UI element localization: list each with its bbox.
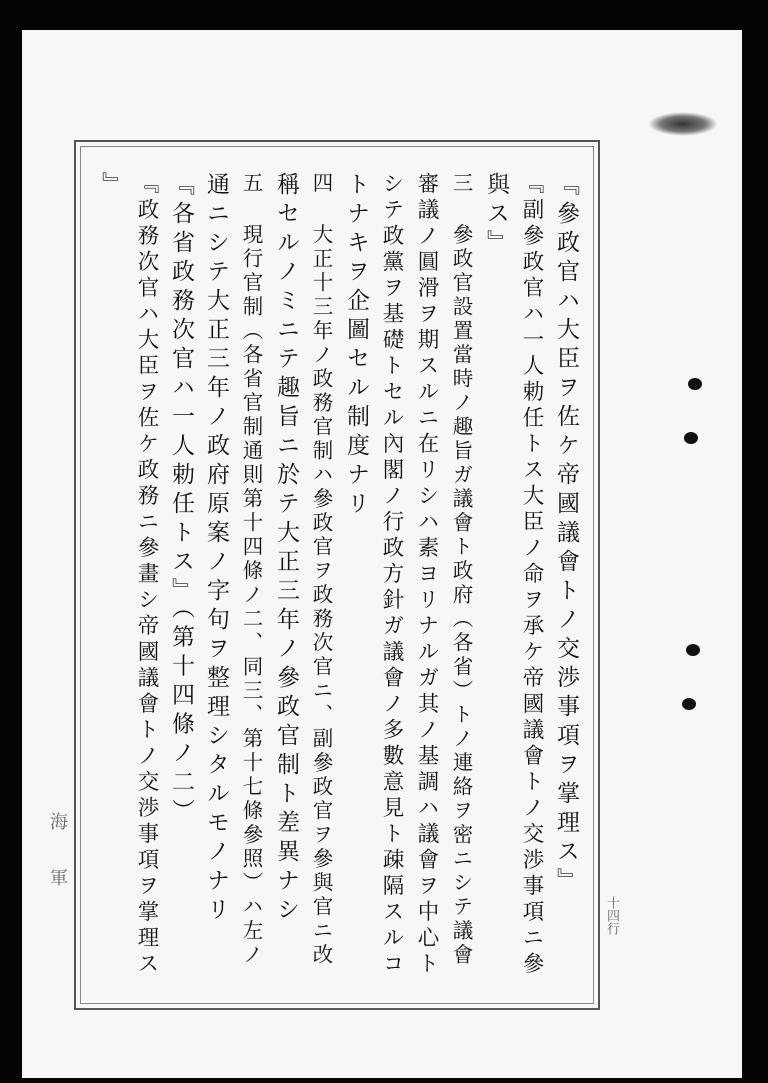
text-column-9: 稱セルノミニテ趣旨ニ於テ大正三年ノ參政官制ト差異ナシ	[273, 172, 299, 926]
text-column-7: トナキヲ企圖セル制度ナリ	[343, 172, 369, 520]
left-margin-note: 海軍	[47, 812, 68, 924]
text-frame	[74, 140, 600, 1010]
text-column-3: 與ス』	[483, 172, 509, 259]
text-column-8: 四 大正十三年ノ政務官制ハ參政官ヲ政務次官ニ、副參政官ヲ參與官ニ改	[309, 172, 333, 968]
punch-hole	[688, 378, 702, 390]
text-column-6: シテ政黨ヲ基礎トセル內閣ノ行政方針ガ議會ノ多數意見ト疎隔スルコ	[379, 172, 404, 978]
text-column-1: 『參政官ハ大臣ヲ佐ケ帝國議會トノ交渉事項ヲ掌理ス』	[553, 172, 579, 897]
text-column-13: 『政務次官ハ大臣ヲ佐ケ政務ニ參畫シ帝國議會トノ交渉事項ヲ掌理ス	[134, 172, 159, 978]
text-column-2: 『副參政官ハ一人勅任トス大臣ノ命ヲ承ケ帝國議會トノ交渉事項ニ參	[519, 172, 544, 978]
text-column-10: 五 現行官制（各省官制通則第十四條ノ二、同三、第十七條參照）ハ左ノ	[239, 172, 263, 968]
punch-hole	[684, 432, 698, 444]
text-column-5: 審議ノ圓滑ヲ期スルニ在リシハ素ヨリナルガ其ノ基調ハ議會ヲ中心ト	[414, 172, 439, 978]
punch-hole	[686, 644, 700, 656]
ink-smudge	[648, 112, 718, 136]
text-column-11: 通ニシテ大正三年ノ政府原案ノ字句ヲ整理シタルモノナリ	[203, 172, 229, 926]
right-margin-note: 十四行	[604, 896, 619, 935]
document-page	[22, 30, 742, 1078]
text-column-12: 『各省政務次官ハ一人勅任トス』（第十四條ノ二）	[168, 172, 194, 828]
text-column-4: 三 參政官設置當時ノ趣旨ガ議會ト政府（各省）トノ連絡ヲ密ニシテ議會	[449, 172, 473, 968]
text-column-14: 』	[98, 172, 124, 201]
punch-hole	[682, 698, 696, 710]
